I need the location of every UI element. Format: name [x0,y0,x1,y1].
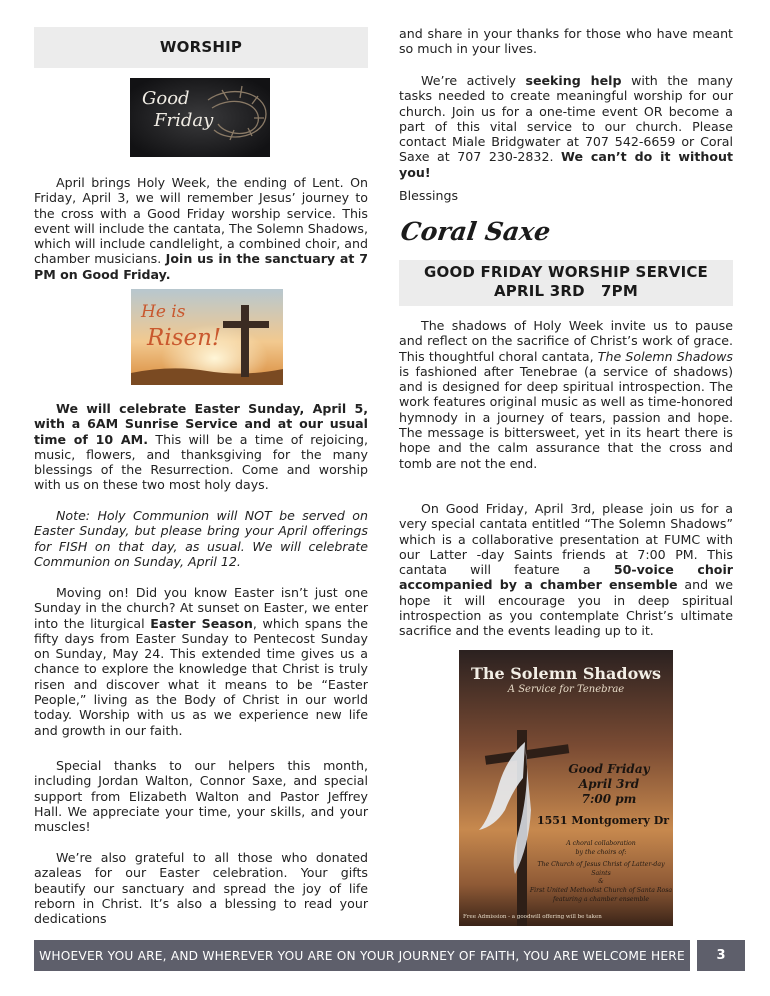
text: is fashioned after Tenebrae (a service of shadows) and is designed for deep spiritual introspection. The work features original music as well as time-honored hymnody in a journey of tears, passion and hope. The message is bittersweet, yet in its heart there is hope and the calm assurance that the cross and tomb are not the end. [399,363,733,471]
heading-line-1: GOOD FRIDAY WORSHIP SERVICE [423,263,709,281]
church-2: First United Methodist Church of Santa Rosa [529,886,673,894]
text: April brings Holy Week, the ending of Lent. On Friday, April 3, we will remember Jesus’ journey to the cross with a Good Friday worship service. This event will include the cantata, The Solemn Shadows, which will include candlelight, a combined choir, and chamber musicians. [34,175,368,267]
poster-time: 7:00 pm [581,792,637,806]
bold-text: We can’t do it without you! [399,149,733,180]
text: with the many tasks needed to create meaningful worship for our church. Join us for a one-time event OR become a part of this vital service to our church. Please contact Miale Bridgwater at 707 542-6659 or Coral Saxe at 707 230-2832. [399,73,733,165]
poster-event-details [549,762,669,807]
poster-title: The Solemn Shadows [470,664,662,683]
worship-paragraph-4 [34,585,368,738]
risen-line2: Risen! [147,325,222,351]
featuring: featuring a chamber ensemble [552,895,650,903]
text: and we hope it will encourage you in deep spiritual introspection as you contemplate Christ’s ultimate sacrifice and the events leading up to it. [399,577,733,639]
good-friday-image [130,78,270,157]
collab-line-2: by the choirs of: [575,848,627,856]
footer-banner [34,940,690,971]
text: We’re actively [421,73,516,88]
thanks-paragraph: Special thanks to our helpers this month, including Jordan Walton, Connor Saxe, and special support from Elizabeth Walton and Pastor Jeffrey Hall. We appreciate your time, your skills, and your muscles! [34,758,368,835]
poster-admission: Free Admission - a goodwill offering will be taken [463,914,602,920]
worship-paragraph-1 [34,175,368,282]
page-number: 3 [697,940,745,971]
risen-line1: He is [141,302,186,322]
text: On Good Friday, April 3rd, please join us for a very special cantata entitled “The Solemn Shadows” which is a collaborative presentation at FUMC with our Latter -day Saints friends at 7:00 PM. This cantata will feature a [399,501,733,578]
seeking-help-paragraph [399,73,733,180]
continued-paragraph: and share in your thanks for those who have meant so much in your lives. [399,26,733,57]
signature: Coral Saxe [398,217,553,246]
good-friday-service-heading [399,260,733,306]
poster-collaboration [529,840,673,904]
poster-subtitle: A Service for Tenebrae [507,684,625,695]
azaleas-paragraph: We’re also grateful to all those who donated azaleas for our Easter celebration. Your gifts beautify our sanctuary and spread the joy of life reborn in Christ. It’s also a blessing to read your dedications [34,850,368,927]
bold-text: We will celebrate Easter Sunday, April 5, with a 6AM Sunrise Service and at our usual time of 10 AM. [34,401,368,447]
poster-date: April 3rd [578,777,640,791]
communion-note: Note: Holy Communion will NOT be served on Easter Sunday, but please bring your April offerings for FISH on that day, as usual. We will celebrate Communion on Sunday, April 12. [34,508,368,569]
cantata-paragraph [399,501,733,639]
shadows-paragraph [399,318,733,471]
text: This will be a time of rejoicing, music, flowers, and thanksgiving for the many blessings of the Resurrection. Come and worship with us on these two most holy days. [34,431,368,493]
poster-address: 1551 Montgomery Dr [536,814,670,827]
italic-text: The Solemn Shadows [597,348,733,364]
solemn-shadows-poster [459,650,673,926]
worship-paragraph-2 [34,401,368,493]
text: The shadows of Holy Week invite us to pause and reflect on the sacrifice of Christ’s work of grace. This thoughtful choral cantata, [399,318,733,364]
good-friday-line2: Friday [154,110,214,131]
bold-text: seeking help [525,73,622,88]
blessings-text: Blessings [399,188,459,203]
bold-text: 50-voice choir accompanied by a chamber ensemble [399,562,733,593]
bold-text: Join us in the sanctuary at 7 PM on Good Friday. [34,251,369,282]
worship-heading: WORSHIP [34,27,368,68]
he-is-risen-image [131,289,283,385]
poster-day: Good Friday [568,762,650,776]
collab-line-1: A choral collaboration [566,840,636,847]
bold-text: Easter Season [150,615,253,631]
good-friday-line1: Good [142,88,190,109]
heading-line-2: APRIL 3RD 7PM [494,282,638,300]
text: , which spans the fifty days from Easter Sunday to Pentecost Sunday on Sunday, May 24. This extended time gives us a chance to explore the knowledge that Christ is truly risen and discover what it means to be “Easter People,” living as the Body of Christ in our world today. Worship with us as we experience new life and growth in our faith. [34,615,368,738]
text: Moving on! Did you know Easter isn’t just one Sunday in the church? At sunset on Easter, we enter into the liturgical [34,585,368,631]
church-1: The Church of Jesus Christ of Latter-day Saints [537,861,665,877]
ampersand: & [598,878,604,886]
footer-text: WHOEVER YOU ARE, AND WHEREVER YOU ARE ON YOUR JOURNEY OF FAITH, YOU ARE WELCOME HERE [39,948,685,963]
